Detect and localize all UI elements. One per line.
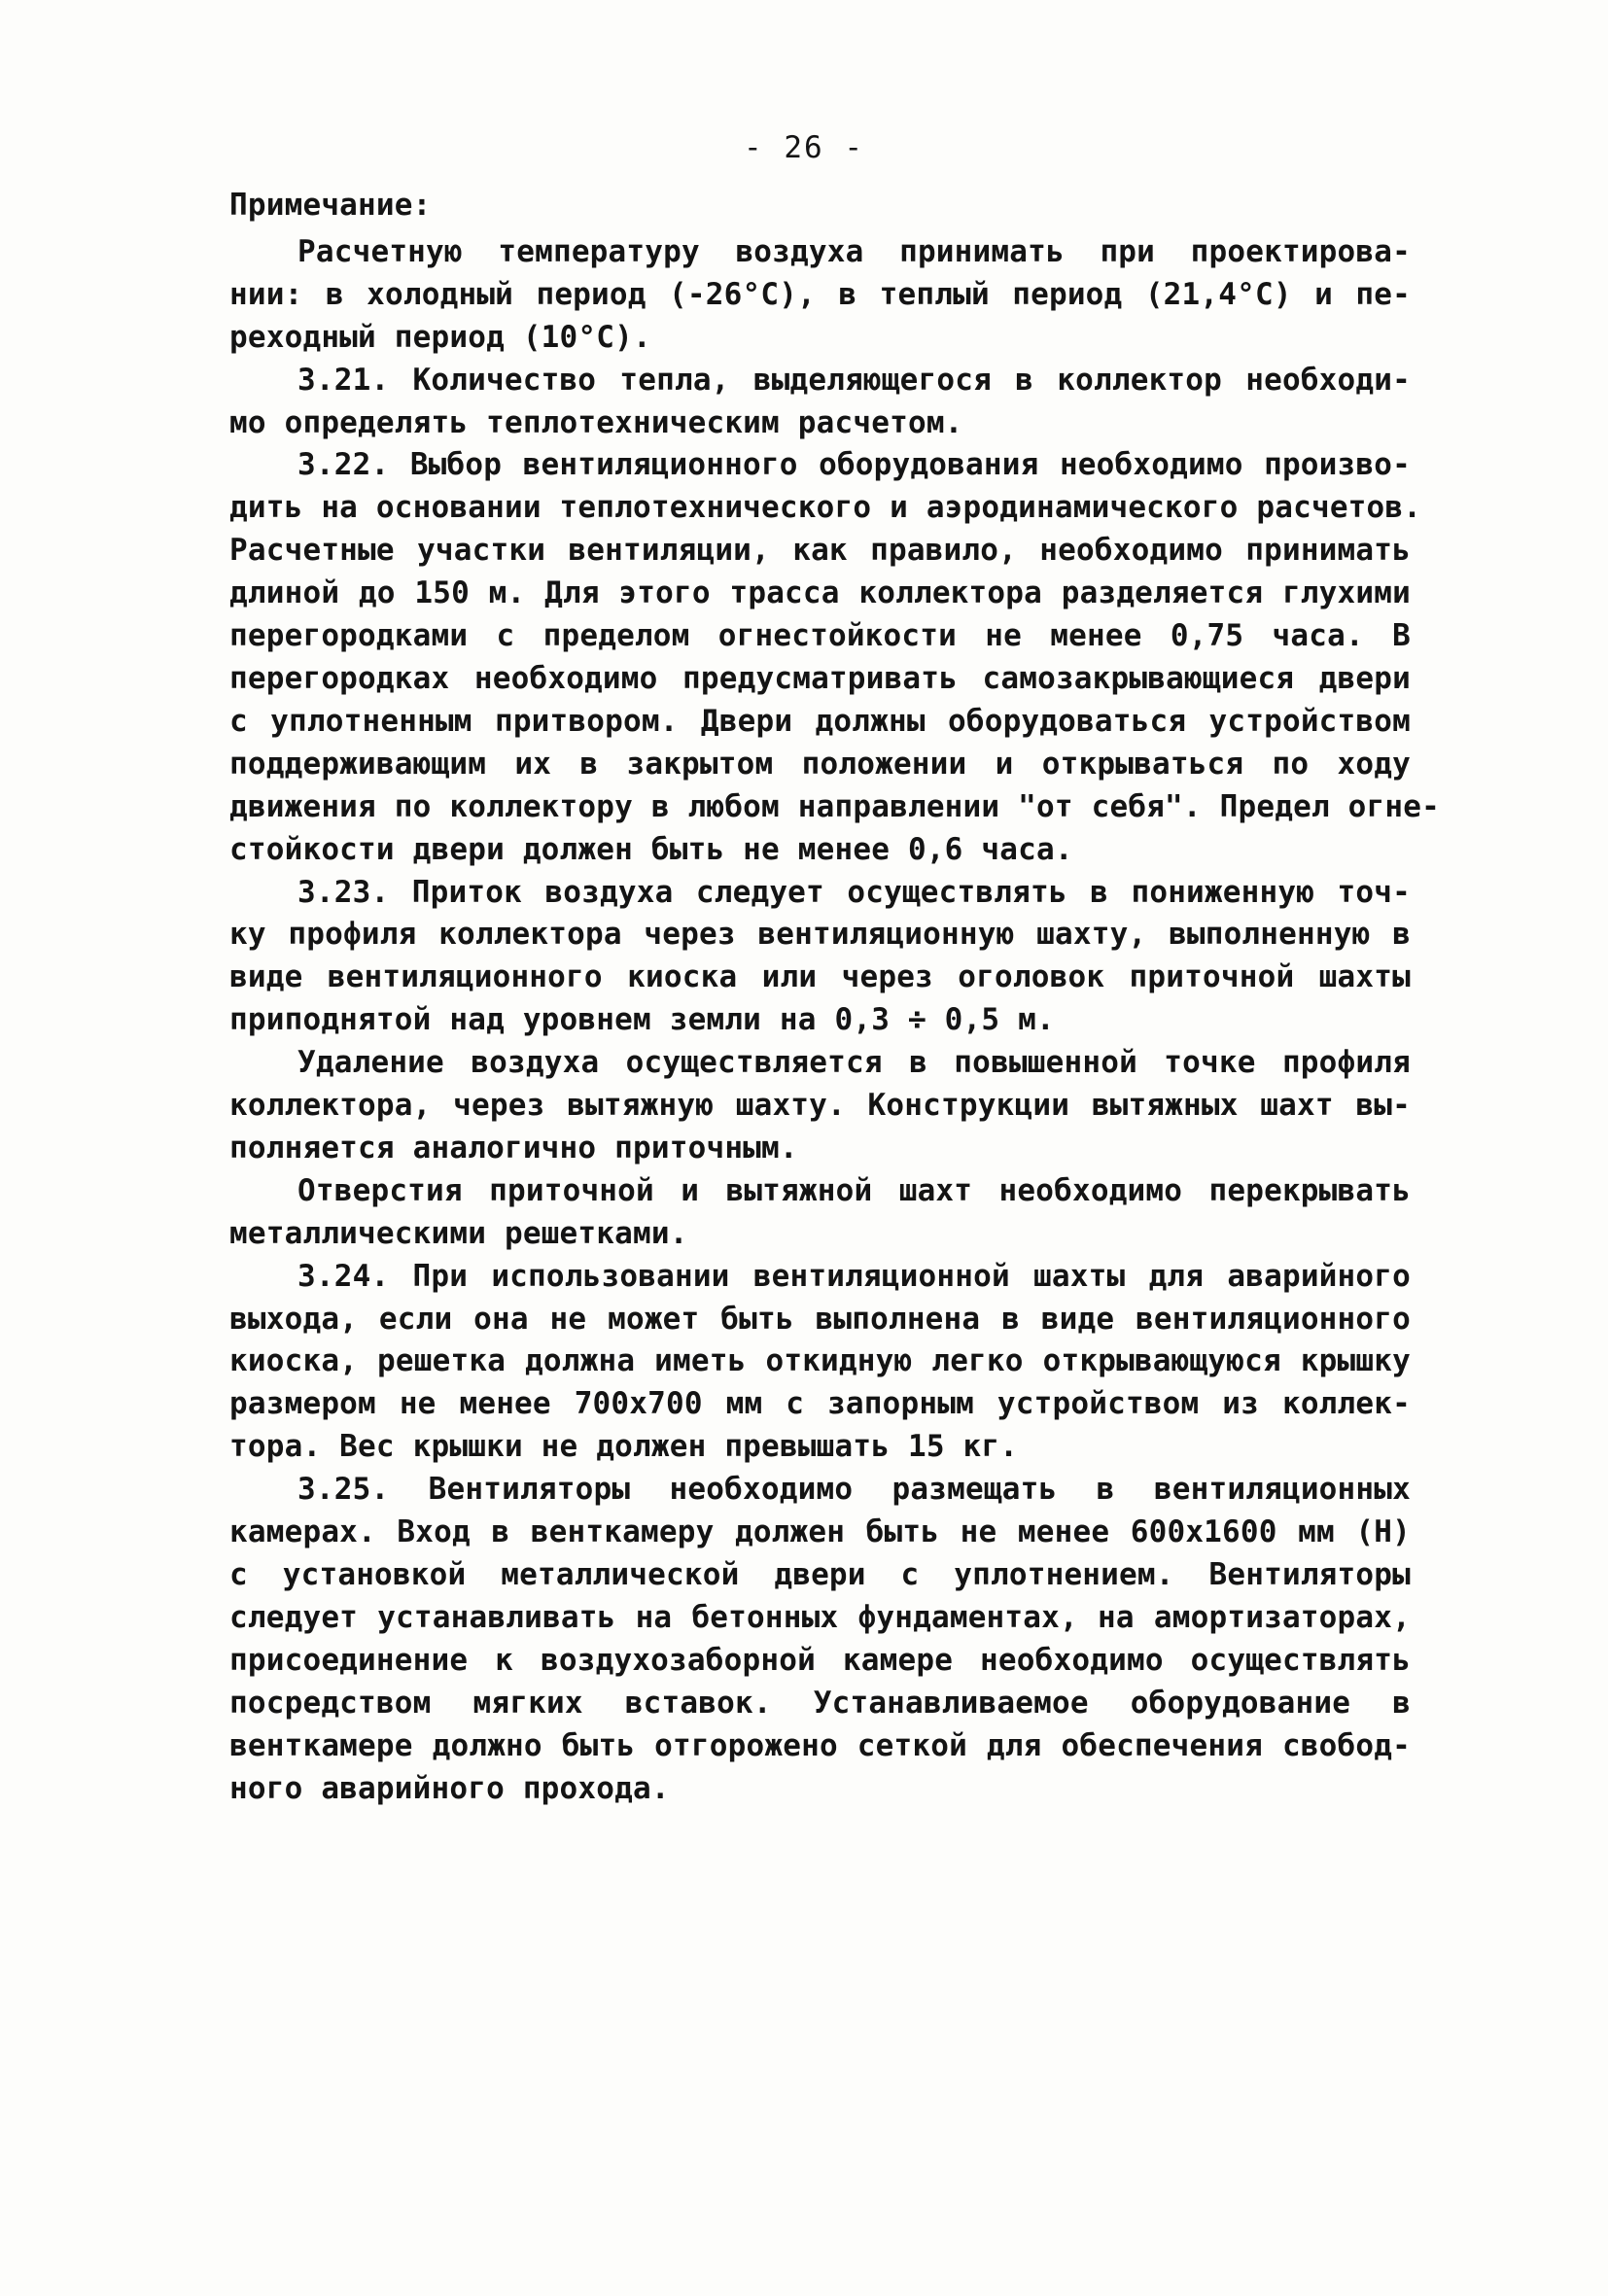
text-line: 3.25. Вентиляторы необходимо размещать в вентиляционных [297,1472,1411,1508]
text-lines [229,231,1440,1811]
text-line: следует устанавливать на бетонных фундаментах, на амортизаторах, [229,1599,1411,1635]
text-line: коллектора, через вытяжную шахту. Конструкции вытяжных шахт вы- [229,1088,1411,1124]
text-line: с установкой металлической двери с уплотнением. Вентиляторы [229,1557,1411,1592]
text-line: размером не менее 700х700 мм с запорным устройством из коллек- [229,1386,1411,1422]
text-line: Расчетные участки вентиляции, как правило, необходимо принимать [229,533,1411,569]
text-line: стойкости двери должен быть не менее 0,6 часа. [229,831,1073,867]
text-line: ку профиля коллектора через вентиляционную шахту, выполненную в [229,917,1411,953]
text-line: киоска, решетка должна иметь откидную легко открывающуюся крышку [229,1343,1411,1379]
text-line: длиной до 150 м. Для этого трасса коллектора разделяется глухими [229,575,1411,611]
text-line: виде вентиляционного киоска или через оголовок приточной шахты [229,959,1411,995]
page-number: - 26 - [744,130,864,165]
text-line: присоединение к воздухозаборной камере необходимо осуществлять [229,1642,1411,1678]
text-line: 3.22. Выбор вентиляционного оборудования необходимо произво- [297,447,1411,483]
text-line: нии: в холодный период (-26°С), в теплый период (21,4°С) и пе- [229,276,1411,312]
document-body [229,185,1440,1810]
text-line: движения по коллектору в любом направлении "от себя". Предел огне- [229,788,1440,824]
text-line: Отверстия приточной и вытяжной шахт необходимо перекрывать [297,1172,1411,1208]
text-line: Удаление воздуха осуществляется в повышенной точке профиля [297,1045,1411,1081]
text-line: посредством мягких вставок. Устанавливаемое оборудование в [229,1685,1411,1721]
text-line: 3.23. Приток воздуха следует осуществлять в пониженную точ- [297,874,1411,910]
text-line: полняется аналогично приточным. [229,1130,798,1165]
text-line: 3.24. При использовании вентиляционной шахты для аварийного [297,1258,1411,1294]
text-line: венткамере должно быть отгорожено сеткой для обеспечения свобод- [229,1727,1411,1763]
text-line: камерах. Вход в венткамеру должен быть не менее 600х1600 мм (Н) [229,1514,1411,1550]
note-heading: Примечание: [229,188,432,223]
text-line: тора. Вес крышки не должен превышать 15 кг. [229,1429,1019,1465]
text-line: перегородками с пределом огнестойкости не менее 0,75 часа. В [229,618,1411,654]
text-line: перегородках необходимо предусматривать самозакрывающиеся двери [229,660,1411,696]
text-line: 3.21. Количество тепла, выделяющегося в коллектор необходи- [297,362,1411,398]
text-line: приподнятой над уровнем земли на 0,3 ÷ 0,5 м. [229,1002,1055,1038]
text-line: мо определять теплотехническим расчетом. [229,404,963,440]
text-line: выхода, если она не может быть выполнена в виде вентиляционного [229,1301,1411,1337]
text-line: с уплотненным притвором. Двери должны оборудоваться устройством [229,703,1411,739]
text-line: Расчетную температуру воздуха принимать при проектирова- [297,233,1411,269]
text-line: ного аварийного прохода. [229,1770,670,1806]
text-line: металлическими решетками. [229,1215,688,1251]
text-line: дить на основании теплотехнического и аэродинамического расчетов. [229,490,1422,526]
text-line: поддерживающим их в закрытом положении и открываться по ходу [229,746,1411,782]
text-line: реходный период (10°С). [229,319,651,355]
